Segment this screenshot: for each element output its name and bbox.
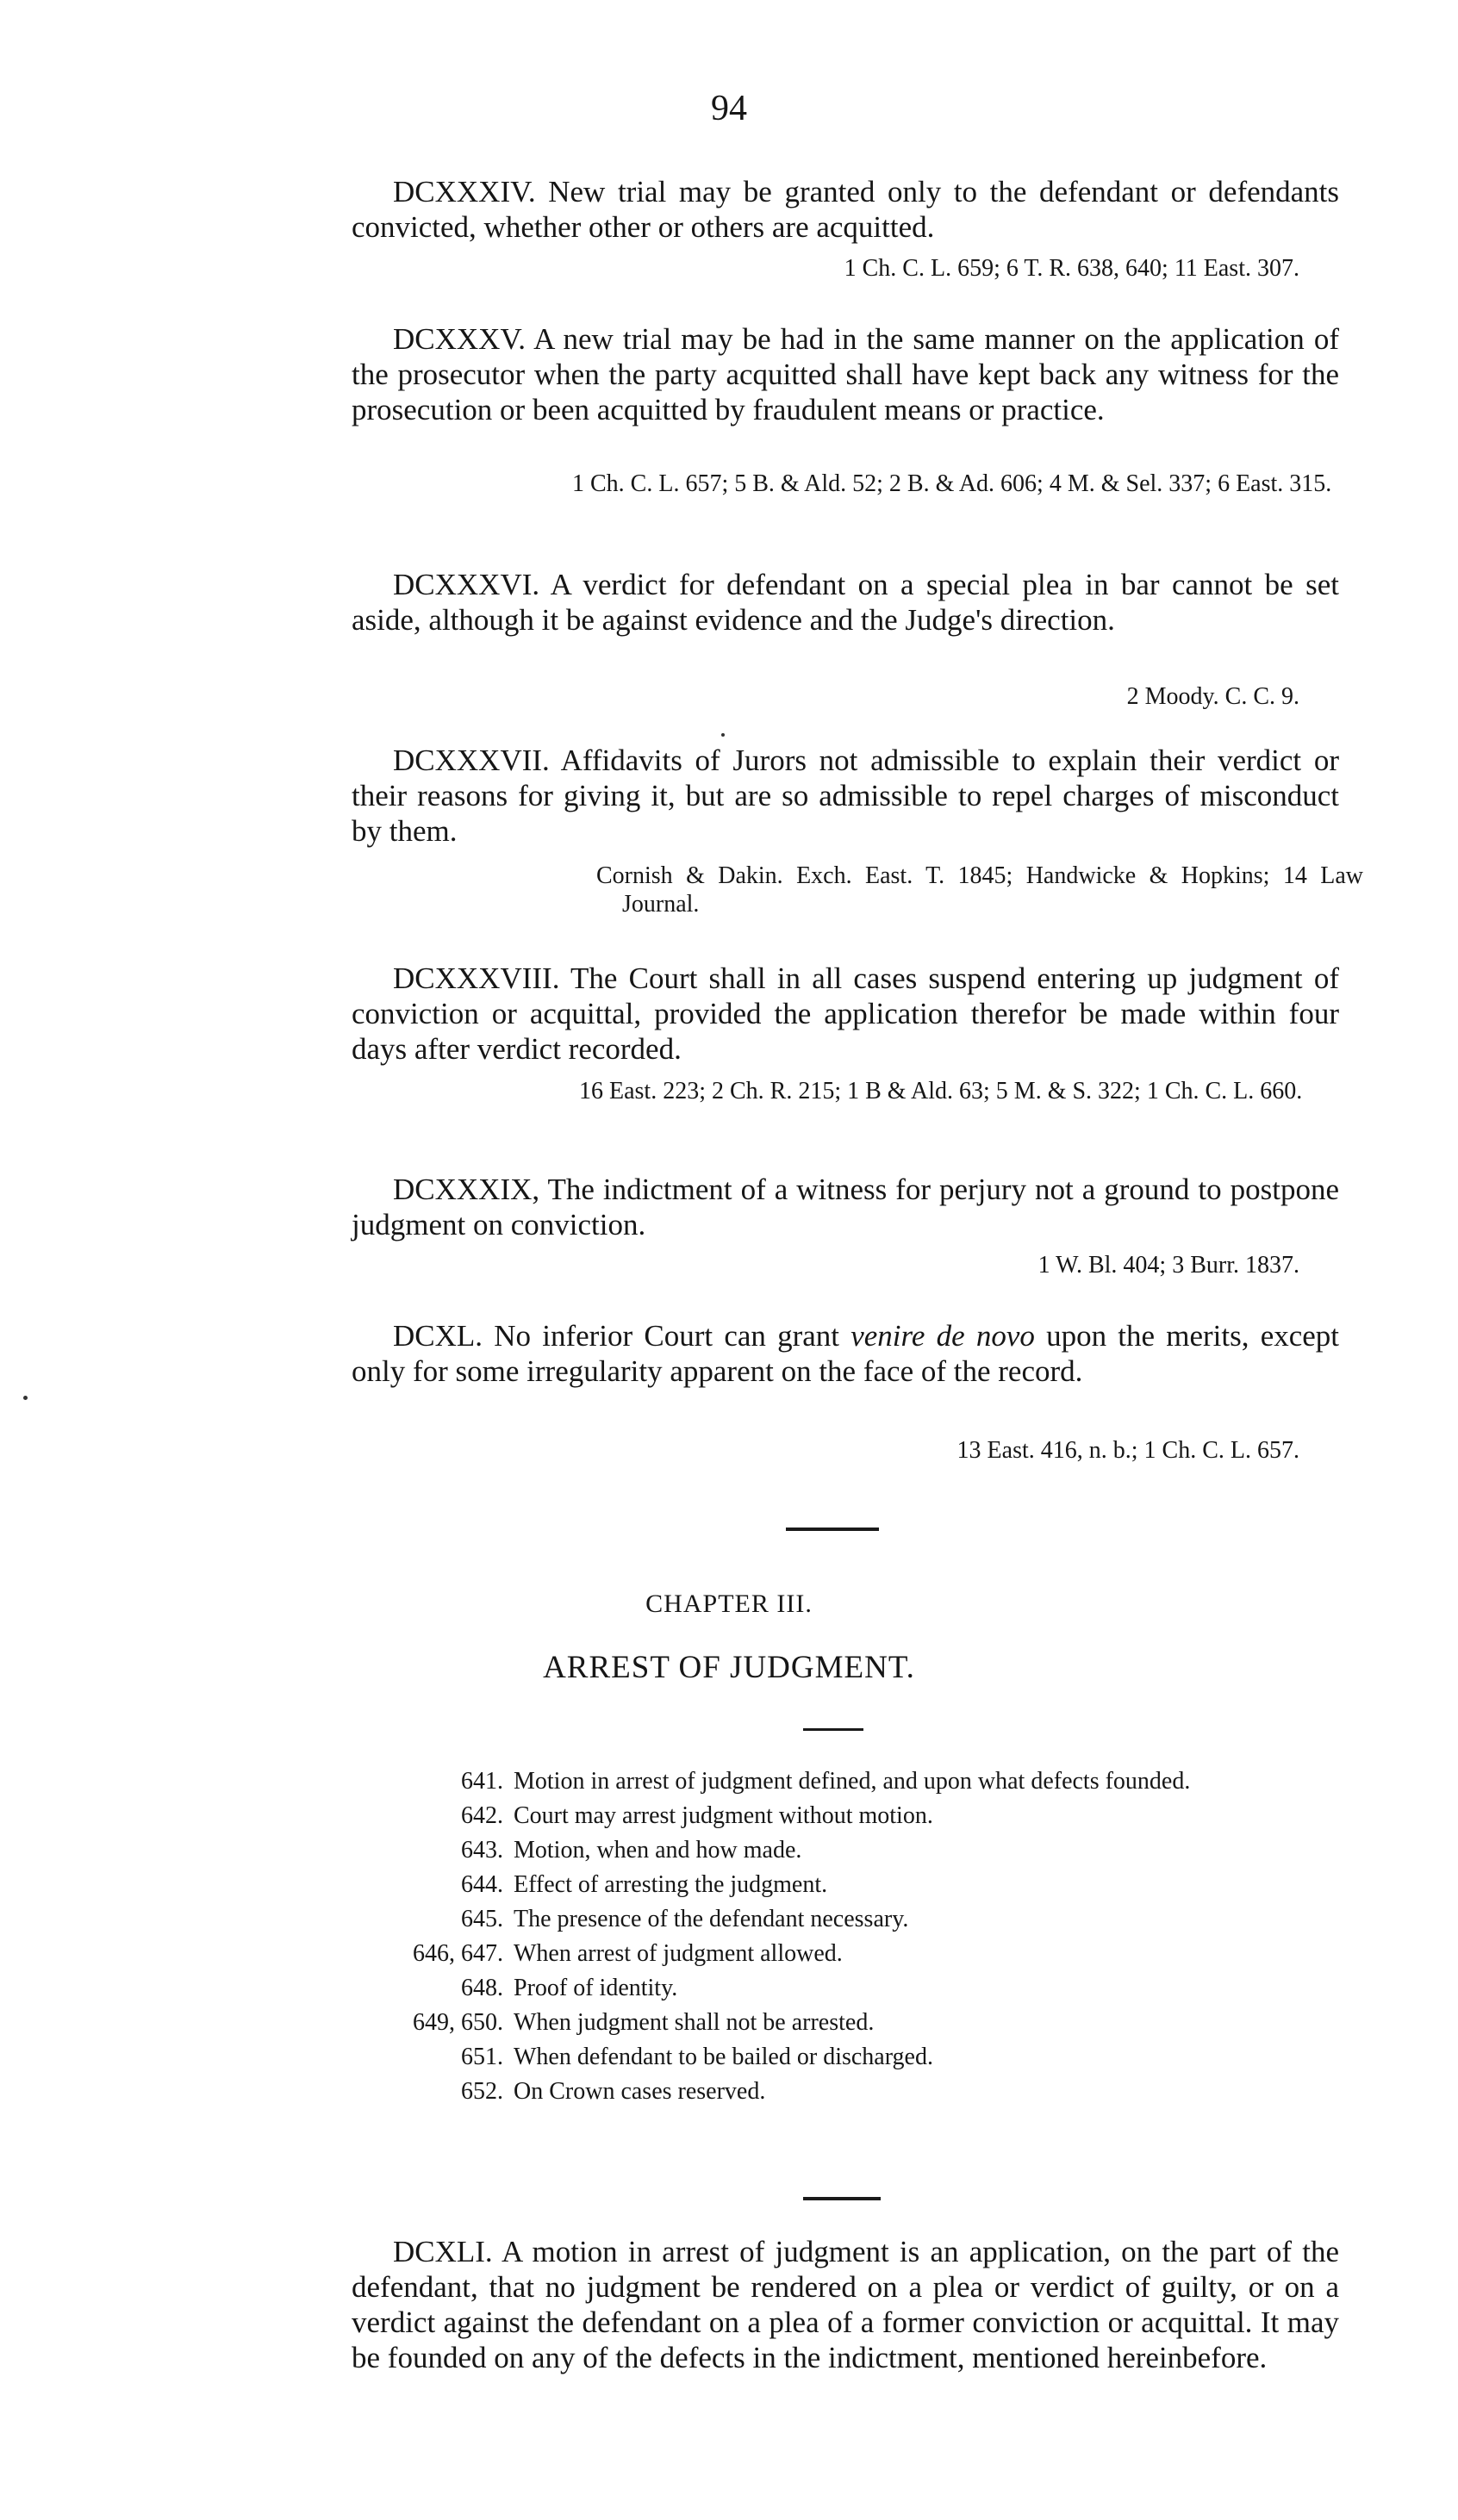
contents-number: 645. — [461, 1906, 503, 1932]
contents-item — [345, 1902, 1361, 1937]
contents-text: The presence of the defendant necessary. — [514, 1906, 909, 1932]
section-dcxxxvi — [352, 567, 1339, 638]
section-label: DCXXXV. — [393, 322, 526, 356]
scan-speck — [23, 1396, 28, 1400]
chapter-contents-list — [345, 1764, 1361, 2109]
contents-item — [345, 2040, 1361, 2075]
citation-dcxxxix: 1 W. Bl. 404; 3 Burr. 1837. — [1037, 1252, 1299, 1279]
section-text: The indictment of a witness for perjury not a ground to postpone judgment on conviction. — [352, 1173, 1339, 1241]
section-text-after: upon the merits, except only for some irregularity apparent on the face of the record. — [352, 1319, 1340, 1388]
contents-text: When arrest of judgment allowed. — [514, 1940, 843, 1967]
section-dcxxxviii — [352, 961, 1339, 1067]
contents-number: 652. — [461, 2078, 503, 2105]
chapter-title: ARREST OF JUDGMENT. — [543, 1650, 915, 1685]
section-text-before: No inferior Court can grant — [494, 1319, 840, 1353]
section-label: DCXXXVIII. — [393, 961, 560, 995]
contents-text: Effect of arresting the judgment. — [514, 1871, 828, 1898]
contents-text: Proof of identity. — [514, 1975, 678, 2001]
contents-item — [345, 1799, 1361, 1833]
page-number: 94 — [711, 89, 747, 128]
section-text: The Court shall in all cases suspend entering up judgment of conviction or acquittal, provided the application therefor be made within four days after verdict recorded. — [352, 961, 1339, 1066]
chapter-title-rule — [803, 1728, 863, 1731]
contents-number: 648. — [461, 1975, 503, 2001]
contents-item — [345, 1764, 1361, 1799]
contents-text: Court may arrest judgment without motion. — [514, 1802, 933, 1829]
section-dcxxxiv — [352, 174, 1339, 245]
citation-dcxxxvii: Cornish & Dakin. Exch. East. T. 1845; Handwicke & Hopkins; 14 Law Journal. — [596, 862, 1363, 918]
section-dcxxxv — [352, 321, 1339, 427]
citation-dcxxxviii: 16 East. 223; 2 Ch. R. 215; 1 B & Ald. 63; 5 M. & S. 322; 1 Ch. C. L. 660. — [579, 1078, 1303, 1104]
contents-number: 651. — [461, 2044, 503, 2070]
section-text-italic: venire de novo — [850, 1319, 1035, 1353]
contents-item — [345, 2075, 1361, 2109]
section-dcxxxvii — [352, 743, 1339, 849]
contents-divider-rule — [803, 2197, 881, 2200]
section-label: DCXXXIX, — [393, 1173, 540, 1206]
section-dcxxxix — [352, 1172, 1339, 1242]
contents-number: 641. — [461, 1768, 503, 1795]
contents-number: 649, 650. — [413, 2009, 503, 2036]
contents-number: 642. — [461, 1802, 503, 1829]
section-dcxli — [352, 2234, 1339, 2375]
contents-item — [345, 1868, 1361, 1902]
contents-text: Motion in arrest of judgment defined, and upon what defects founded. — [514, 1768, 1191, 1795]
contents-item — [345, 2006, 1361, 2040]
contents-text: When defendant to be bailed or discharged. — [514, 2044, 933, 2070]
citation-dcxxxv: 1 Ch. C. L. 657; 5 B. & Ald. 52; 2 B. & Ad. 606; 4 M. & Sel. 337; 6 East. 315. — [572, 470, 1332, 497]
section-text: A verdict for defendant on a special plea in bar cannot be set aside, although it be against evidence and the Judge's direction. — [352, 568, 1339, 637]
contents-number: 643. — [461, 1837, 503, 1864]
citation-dcxl: 13 East. 416, n. b.; 1 Ch. C. L. 657. — [956, 1437, 1299, 1464]
section-divider-rule — [786, 1528, 879, 1531]
contents-text: On Crown cases reserved. — [514, 2078, 766, 2105]
section-label: DCXXXVI. — [393, 568, 540, 601]
contents-number: 644. — [461, 1871, 503, 1898]
section-label: DCXL. — [393, 1319, 483, 1353]
contents-item — [345, 1937, 1361, 1971]
contents-item — [345, 1833, 1361, 1868]
scan-speck — [721, 733, 725, 737]
section-label: DCXXXVII. — [393, 744, 550, 777]
section-text: New trial may be granted only to the defendant or defendants convicted, whether other or others are acquitted. — [352, 175, 1340, 244]
section-label: DCXLI. — [393, 2235, 493, 2268]
section-text: A motion in arrest of judgment is an application, on the part of the defendant, that no judgment be rendered on a plea or verdict of guilty, or on a verdict against the defendant on a plea of a former conviction or acquittal. It may be founded on any of the defects in the indictment, mentioned hereinbefore. — [352, 2235, 1339, 2374]
citation-dcxxxvi: 2 Moody. C. C. 9. — [1126, 683, 1299, 710]
contents-number: 646, 647. — [413, 1940, 503, 1967]
contents-text: Motion, when and how made. — [514, 1837, 802, 1864]
citation-dcxxxiv: 1 Ch. C. L. 659; 6 T. R. 638, 640; 11 East. 307. — [844, 255, 1299, 282]
contents-item — [345, 1971, 1361, 2006]
chapter-label: CHAPTER III. — [645, 1590, 813, 1618]
section-label: DCXXXIV. — [393, 175, 536, 208]
contents-text: When judgment shall not be arrested. — [514, 2009, 875, 2036]
section-dcxl — [352, 1318, 1339, 1389]
section-text: Affidavits of Jurors not admissible to explain their verdict or their reasons for giving it, but are so admissible to repel charges of misconduct by them. — [352, 744, 1339, 848]
section-text: A new trial may be had in the same manner on the application of the prosecutor when the party acquitted shall have kept back any witness for the prosecution or been acquitted by fraudulent means or practice. — [352, 322, 1339, 426]
